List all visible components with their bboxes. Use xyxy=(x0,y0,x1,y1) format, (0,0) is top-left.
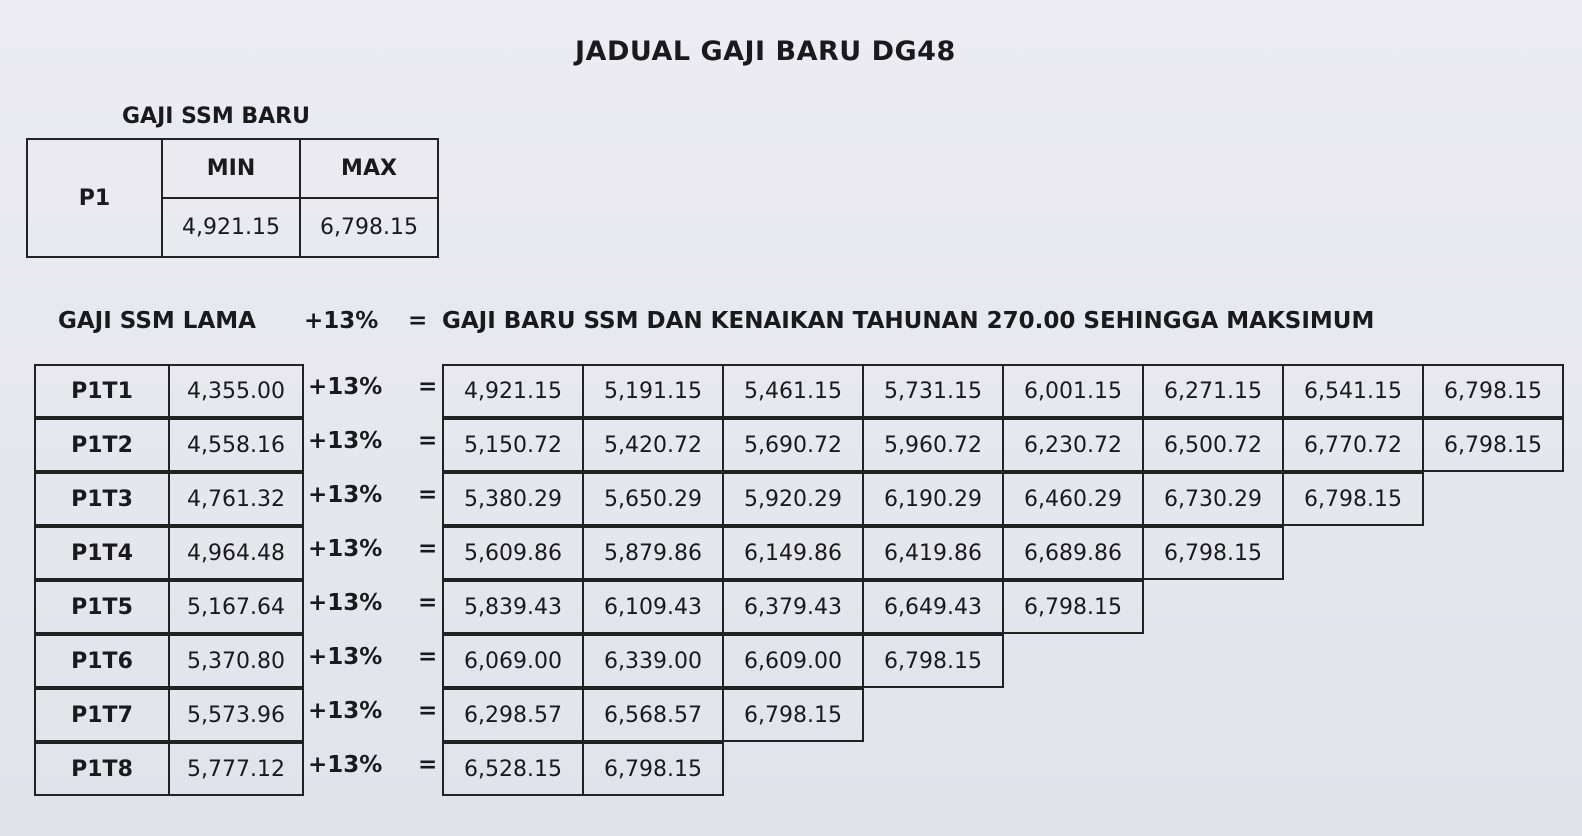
new-salary-cell: 6,528.15 xyxy=(442,742,584,796)
equals-text: = xyxy=(418,698,438,724)
new-salary-cells xyxy=(442,364,1564,418)
equals-text: = xyxy=(418,428,438,454)
equals-text: = xyxy=(418,536,438,562)
new-salary-cells xyxy=(442,418,1564,472)
new-salary-cell: 6,798.15 xyxy=(862,634,1004,688)
new-salary-cell: 6,798.15 xyxy=(1142,526,1284,580)
new-salary-cell: 5,690.72 xyxy=(722,418,864,472)
grade-cell: P1T8 xyxy=(34,742,170,796)
new-salary-cell: 6,798.15 xyxy=(722,688,864,742)
grade-cell: P1T5 xyxy=(34,580,170,634)
new-salary-cell: 6,798.15 xyxy=(582,742,724,796)
grade-cell: P1T3 xyxy=(34,472,170,526)
max-header: MAX xyxy=(300,139,438,198)
table-header-line xyxy=(58,308,1374,334)
new-salary-cell: 6,798.15 xyxy=(1282,472,1424,526)
old-salary-label: GAJI SSM LAMA xyxy=(58,308,256,334)
percent-text: +13% xyxy=(308,644,383,670)
new-salary-cells xyxy=(442,526,1284,580)
equals-text: = xyxy=(418,752,438,778)
new-salary-cell: 5,380.29 xyxy=(442,472,584,526)
equals-text: = xyxy=(418,374,438,400)
new-salary-cell: 6,730.29 xyxy=(1142,472,1284,526)
new-salary-cell: 6,798.15 xyxy=(1422,364,1564,418)
new-salary-cell: 6,069.00 xyxy=(442,634,584,688)
new-salary-cell: 5,731.15 xyxy=(862,364,1004,418)
new-salary-cell: 5,839.43 xyxy=(442,580,584,634)
equals-text: = xyxy=(418,644,438,670)
old-salary-cell: 5,167.64 xyxy=(168,580,304,634)
new-salary-cell: 6,339.00 xyxy=(582,634,724,688)
new-salary-cell: 5,191.15 xyxy=(582,364,724,418)
new-salary-cell: 6,798.15 xyxy=(1002,580,1144,634)
new-salary-cells xyxy=(442,634,1004,688)
new-salary-cell: 5,609.86 xyxy=(442,526,584,580)
new-salary-cells xyxy=(442,472,1424,526)
new-salary-cell: 6,798.15 xyxy=(1422,418,1564,472)
new-salary-cell: 6,460.29 xyxy=(1002,472,1144,526)
percent-text: +13% xyxy=(308,374,383,400)
ssm-baru-heading: GAJI SSM BARU xyxy=(122,104,310,129)
new-salary-cell: 6,001.15 xyxy=(1002,364,1144,418)
grade-cell: P1T4 xyxy=(34,526,170,580)
percent-text: +13% xyxy=(308,698,383,724)
equals-label: = xyxy=(408,308,428,334)
new-salary-cell: 6,379.43 xyxy=(722,580,864,634)
new-salary-cell: 6,541.15 xyxy=(1282,364,1424,418)
new-salary-cell: 6,419.86 xyxy=(862,526,1004,580)
new-salary-cell: 6,109.43 xyxy=(582,580,724,634)
new-salary-cell: 6,568.57 xyxy=(582,688,724,742)
percent-text: +13% xyxy=(308,590,383,616)
new-salary-cell: 6,649.43 xyxy=(862,580,1004,634)
grade-cell: P1T6 xyxy=(34,634,170,688)
percent-text: +13% xyxy=(308,536,383,562)
old-salary-cell: 4,761.32 xyxy=(168,472,304,526)
ssm-baru-grade: P1 xyxy=(27,139,162,257)
new-salary-cell: 6,190.29 xyxy=(862,472,1004,526)
new-salary-cell: 6,298.57 xyxy=(442,688,584,742)
percent-text: +13% xyxy=(308,482,383,508)
old-salary-cell: 5,777.12 xyxy=(168,742,304,796)
min-header: MIN xyxy=(162,139,300,198)
new-salary-cell: 6,609.00 xyxy=(722,634,864,688)
new-salary-cell: 5,420.72 xyxy=(582,418,724,472)
grade-cell: P1T7 xyxy=(34,688,170,742)
old-salary-cell: 4,964.48 xyxy=(168,526,304,580)
new-salary-cell: 6,770.72 xyxy=(1282,418,1424,472)
equals-text: = xyxy=(418,482,438,508)
new-salary-cell: 5,461.15 xyxy=(722,364,864,418)
percent-label: +13% xyxy=(304,308,379,334)
new-salary-cell: 5,920.29 xyxy=(722,472,864,526)
page-title: JADUAL GAJI BARU DG48 xyxy=(575,36,956,67)
max-value: 6,798.15 xyxy=(300,198,438,257)
equals-text: = xyxy=(418,590,438,616)
min-value: 4,921.15 xyxy=(162,198,300,257)
old-salary-cell: 4,355.00 xyxy=(168,364,304,418)
old-salary-cell: 5,573.96 xyxy=(168,688,304,742)
new-salary-cell: 5,150.72 xyxy=(442,418,584,472)
new-salary-cell: 6,149.86 xyxy=(722,526,864,580)
new-salary-cell: 6,500.72 xyxy=(1142,418,1284,472)
percent-text: +13% xyxy=(308,428,383,454)
percent-text: +13% xyxy=(308,752,383,778)
new-salary-cell: 5,650.29 xyxy=(582,472,724,526)
new-salary-cell: 4,921.15 xyxy=(442,364,584,418)
ssm-baru-table xyxy=(26,138,439,258)
new-salary-label: GAJI BARU SSM DAN KENAIKAN TAHUNAN 270.00 SEHINGGA MAKSIMUM xyxy=(442,308,1375,334)
grade-cell: P1T1 xyxy=(34,364,170,418)
new-salary-cell: 6,689.86 xyxy=(1002,526,1144,580)
grade-cell: P1T2 xyxy=(34,418,170,472)
new-salary-cells xyxy=(442,742,724,796)
new-salary-cell: 6,271.15 xyxy=(1142,364,1284,418)
new-salary-cell: 6,230.72 xyxy=(1002,418,1144,472)
old-salary-cell: 5,370.80 xyxy=(168,634,304,688)
old-salary-cell: 4,558.16 xyxy=(168,418,304,472)
new-salary-cells xyxy=(442,688,864,742)
new-salary-cells xyxy=(442,580,1144,634)
new-salary-cell: 5,960.72 xyxy=(862,418,1004,472)
new-salary-cell: 5,879.86 xyxy=(582,526,724,580)
